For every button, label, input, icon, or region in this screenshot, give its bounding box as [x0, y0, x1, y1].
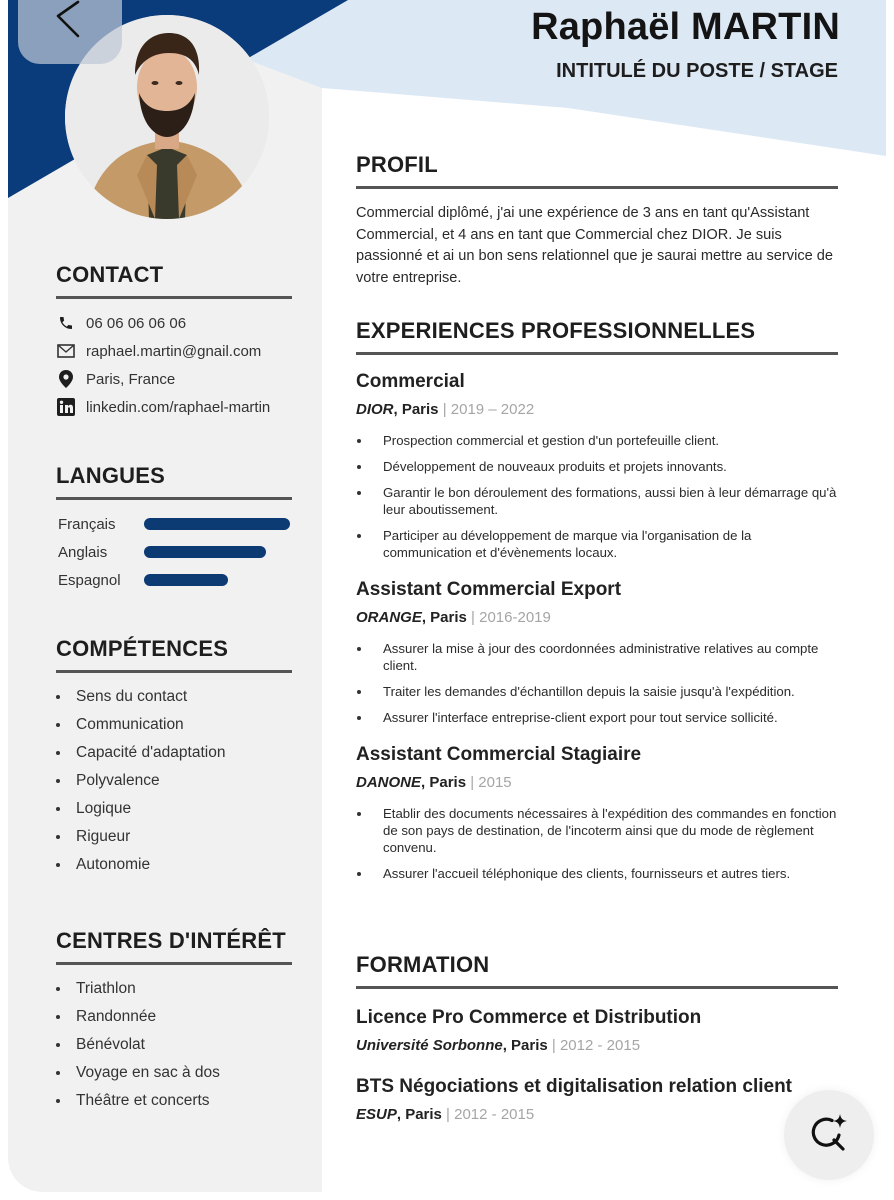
interests-title: CENTRES D'INTÉRÊT [56, 928, 286, 953]
job-entry [356, 744, 838, 882]
separator: | [466, 609, 480, 626]
email-text: raphael.martin@gnail.com [86, 342, 262, 360]
job-dates: 2019 – 2022 [450, 401, 535, 418]
job-tasks [356, 640, 838, 726]
interest-item: Théâtre et concerts [56, 1087, 292, 1115]
back-button[interactable] [18, 0, 122, 64]
school-city: , Paris [502, 1037, 548, 1054]
job-meta [356, 401, 838, 418]
separator: | [547, 1037, 560, 1054]
linkedin-icon [56, 398, 76, 416]
languages-section [56, 463, 292, 594]
experience-section [356, 318, 838, 891]
section-divider [56, 670, 292, 673]
resume-page [8, 0, 886, 1192]
job-position: Assistant Commercial Stagiaire [356, 744, 642, 765]
visual-search-button[interactable] [784, 1090, 874, 1180]
job-company: DIOR [356, 401, 394, 418]
education-entry [356, 1007, 838, 1054]
phone-text: 06 06 06 06 06 [86, 314, 187, 332]
contact-title: CONTACT [56, 262, 164, 287]
skills-section [56, 636, 292, 879]
skill-item: Rigueur [56, 823, 292, 851]
education-title: FORMATION [356, 952, 490, 977]
phone-icon [56, 314, 76, 332]
job-company: ORANGE [356, 609, 422, 626]
language-label: Français [58, 515, 116, 533]
separator: | [466, 774, 479, 791]
job-city: , Paris [393, 401, 439, 418]
section-divider [56, 497, 292, 500]
interest-item: Bénévolat [56, 1031, 292, 1059]
contact-linkedin[interactable] [56, 393, 292, 421]
chevron-left-icon [52, 0, 88, 40]
job-meta [356, 609, 838, 626]
education-dates: 2012 - 2015 [559, 1037, 641, 1054]
language-level-bar [144, 546, 266, 558]
language-row [58, 510, 292, 538]
job-dates: 2016-2019 [479, 609, 551, 626]
job-task: Participer au développement de marque via l'organisation de la communication et d'évènements locaux. [356, 527, 838, 561]
job-meta [356, 774, 838, 791]
education-section [356, 952, 838, 1123]
linkedin-text: linkedin.com/raphael-martin [86, 398, 271, 416]
language-level-bar [144, 574, 228, 586]
job-city: , Paris [421, 609, 467, 626]
degree-title: BTS Négociations et digitalisation relation client [356, 1076, 793, 1097]
language-row [58, 538, 292, 566]
experience-title: EXPERIENCES PROFESSIONNELLES [356, 318, 756, 343]
job-company: DANONE [356, 774, 422, 791]
interest-item: Voyage en sac à dos [56, 1059, 292, 1087]
language-label: Espagnol [58, 571, 121, 589]
languages-title: LANGUES [56, 463, 165, 488]
contact-section [56, 262, 292, 421]
job-task: Développement de nouveaux produits et projets innovants. [356, 458, 838, 475]
separator: | [441, 1106, 455, 1123]
interests-section [56, 928, 292, 1115]
job-tasks [356, 432, 838, 561]
degree-title: Licence Pro Commerce et Distribution [356, 1007, 702, 1028]
interest-item: Randonnée [56, 1003, 292, 1031]
job-position: Assistant Commercial Export [356, 579, 622, 600]
school-name: ESUP [356, 1106, 397, 1123]
location-text: Paris, France [86, 370, 176, 388]
language-level-bar [144, 518, 290, 530]
school-name: Université Sorbonne [356, 1037, 503, 1054]
visual-search-sparkle-icon [806, 1112, 852, 1158]
job-task: Prospection commercial et gestion d'un portefeuille client. [356, 432, 838, 449]
job-task: Etablir des documents nécessaires à l'expédition des commandes en fonction de son pays de destination, de l'incoterm ainsi que du mode de règlement convenu. [356, 805, 852, 856]
skill-item: Sens du contact [56, 683, 292, 711]
job-dates: 2015 [478, 774, 512, 791]
job-task: Garantir le bon déroulement des formations, aussi bien à leur démarrage qu'à leur aboutissement. [356, 484, 838, 518]
interests-list [56, 975, 292, 1115]
skills-title: COMPÉTENCES [56, 636, 229, 661]
job-entry [356, 371, 838, 561]
skills-list [56, 683, 292, 879]
school-city: , Paris [396, 1106, 442, 1123]
contact-email[interactable] [56, 337, 292, 365]
skill-item: Capacité d'adaptation [56, 739, 292, 767]
skill-item: Logique [56, 795, 292, 823]
contact-phone[interactable] [56, 309, 292, 337]
section-divider [56, 962, 292, 965]
job-entry [356, 579, 838, 726]
job-city: , Paris [421, 774, 467, 791]
profile-text: Commercial diplômé, j'ai une expérience de 3 ans en tant qu'Assistant Commercial, et 4 ans en tant que Commercial chez DIOR. Je suis passionné et ai un bon sens relationnel que je saurai mettre au service de votre entreprise. [356, 205, 834, 286]
job-task: Assurer la mise à jour des coordonnées administrative relatives au compte client. [356, 640, 838, 674]
job-task: Assurer l'accueil téléphonique des clients, fournisseurs et autres tiers. [356, 865, 852, 882]
profile-title: PROFIL [356, 152, 438, 177]
education-dates: 2012 - 2015 [454, 1106, 535, 1123]
education-meta [356, 1106, 838, 1123]
section-divider [356, 186, 838, 189]
skill-item: Autonomie [56, 851, 292, 879]
candidate-name: Raphaël MARTIN [531, 6, 840, 48]
language-row [58, 566, 292, 594]
section-divider [56, 296, 292, 299]
profile-section [356, 152, 838, 289]
interest-item: Triathlon [56, 975, 292, 1003]
job-tasks [356, 805, 852, 882]
job-task: Traiter les demandes d'échantillon depuis la saisie jusqu'à l'expédition. [356, 683, 838, 700]
email-icon [56, 342, 76, 360]
education-meta [356, 1037, 838, 1054]
job-task: Assurer l'interface entreprise-client export pour tout service sollicité. [356, 709, 838, 726]
education-entry [356, 1076, 838, 1123]
section-divider [356, 352, 838, 355]
skill-item: Communication [56, 711, 292, 739]
skill-item: Polyvalence [56, 767, 292, 795]
contact-location [56, 365, 292, 393]
job-position: Commercial [356, 371, 465, 392]
job-title-heading: INTITULÉ DU POSTE / STAGE [556, 60, 838, 82]
section-divider [356, 986, 838, 989]
language-label: Anglais [58, 543, 108, 561]
separator: | [438, 401, 451, 418]
location-pin-icon [56, 370, 76, 388]
